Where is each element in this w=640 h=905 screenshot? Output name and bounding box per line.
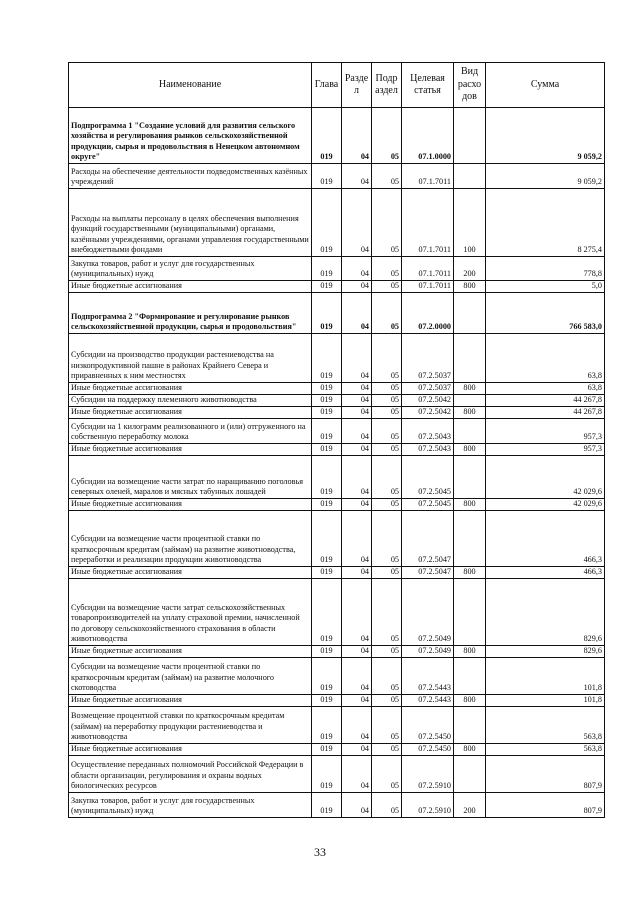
row-razdel: 04 (342, 407, 372, 419)
row-glava: 019 (312, 383, 342, 395)
row-sum: 766 583,0 (486, 293, 605, 334)
table-row (69, 658, 605, 695)
row-name: Иные бюджетные ассигнования (69, 695, 312, 707)
row-vid (454, 419, 486, 444)
row-razdel: 04 (342, 164, 372, 189)
table-row (69, 567, 605, 579)
row-podrazdel: 05 (372, 793, 402, 818)
row-name: Иные бюджетные ассигнования (69, 646, 312, 658)
row-podrazdel: 05 (372, 419, 402, 444)
table-row (69, 695, 605, 707)
row-glava: 019 (312, 419, 342, 444)
row-name: Субсидии на возмещение части процентной ставки по краткосрочным кредитам (займам) на развитие животноводства, переработки и реализации продукции животноводства (69, 511, 312, 567)
row-glava: 019 (312, 511, 342, 567)
table-row (69, 744, 605, 756)
header-name: Наименование (69, 63, 312, 108)
row-sum: 63,8 (486, 334, 605, 383)
row-razdel: 04 (342, 646, 372, 658)
row-glava: 019 (312, 293, 342, 334)
table-row (69, 646, 605, 658)
table-row (69, 293, 605, 334)
table-row (69, 108, 605, 164)
row-glava: 019 (312, 395, 342, 407)
row-name: Расходы на обеспечение деятельности подведомственных казённых учреждений (69, 164, 312, 189)
table-row (69, 756, 605, 793)
row-sum: 9 059,2 (486, 108, 605, 164)
row-razdel: 04 (342, 108, 372, 164)
table-row (69, 793, 605, 818)
table-row (69, 281, 605, 293)
row-razdel: 04 (342, 189, 372, 257)
row-podrazdel: 05 (372, 407, 402, 419)
row-vid: 200 (454, 793, 486, 818)
row-glava: 019 (312, 695, 342, 707)
row-podrazdel: 05 (372, 189, 402, 257)
row-name: Иные бюджетные ассигнования (69, 383, 312, 395)
row-vid: 800 (454, 646, 486, 658)
row-vid: 800 (454, 499, 486, 511)
row-glava: 019 (312, 189, 342, 257)
row-target: 07.2.5045 (402, 456, 454, 499)
row-razdel: 04 (342, 744, 372, 756)
table-row (69, 456, 605, 499)
row-podrazdel: 05 (372, 456, 402, 499)
row-name: Иные бюджетные ассигнования (69, 444, 312, 456)
row-sum: 42 029,6 (486, 456, 605, 499)
row-podrazdel: 05 (372, 658, 402, 695)
row-podrazdel: 05 (372, 334, 402, 383)
row-sum: 101,8 (486, 658, 605, 695)
row-vid: 800 (454, 567, 486, 579)
row-razdel: 04 (342, 756, 372, 793)
row-target: 07.2.5910 (402, 756, 454, 793)
row-target: 07.2.5450 (402, 744, 454, 756)
row-glava: 019 (312, 756, 342, 793)
row-name: Возмещение процентной ставки по краткосрочным кредитам (займам) на переработку продукции растениеводства и животноводства (69, 707, 312, 744)
row-name: Закупка товаров, работ и услуг для государственных (муниципальных) нужд (69, 257, 312, 281)
row-sum: 9 059,2 (486, 164, 605, 189)
row-target: 07.1.0000 (402, 108, 454, 164)
row-vid (454, 395, 486, 407)
row-podrazdel: 05 (372, 281, 402, 293)
row-vid: 100 (454, 189, 486, 257)
table-row (69, 407, 605, 419)
row-name: Иные бюджетные ассигнования (69, 281, 312, 293)
row-target: 07.2.5047 (402, 567, 454, 579)
row-razdel: 04 (342, 419, 372, 444)
row-glava: 019 (312, 744, 342, 756)
row-target: 07.2.5443 (402, 695, 454, 707)
row-podrazdel: 05 (372, 707, 402, 744)
row-razdel: 04 (342, 579, 372, 646)
row-vid (454, 511, 486, 567)
table-row (69, 419, 605, 444)
row-sum: 829,6 (486, 646, 605, 658)
row-sum: 101,8 (486, 695, 605, 707)
header-glava: Глава (312, 63, 342, 108)
table-row (69, 511, 605, 567)
budget-table (68, 62, 605, 818)
row-name: Субсидии на поддержку племенного животноводства (69, 395, 312, 407)
row-razdel: 04 (342, 395, 372, 407)
row-sum: 957,3 (486, 444, 605, 456)
row-vid: 800 (454, 407, 486, 419)
row-razdel: 04 (342, 293, 372, 334)
row-glava: 019 (312, 444, 342, 456)
row-glava: 019 (312, 499, 342, 511)
row-name: Осуществление переданных полномочий Российской Федерации в области организации, регулирования и охраны водных биологических ресурсов (69, 756, 312, 793)
row-target: 07.2.5042 (402, 407, 454, 419)
row-podrazdel: 05 (372, 695, 402, 707)
row-podrazdel: 05 (372, 756, 402, 793)
row-podrazdel: 05 (372, 257, 402, 281)
row-vid (454, 293, 486, 334)
header-target: Целевая статья (402, 63, 454, 108)
row-podrazdel: 05 (372, 511, 402, 567)
row-vid (454, 334, 486, 383)
row-podrazdel: 05 (372, 444, 402, 456)
row-razdel: 04 (342, 383, 372, 395)
row-podrazdel: 05 (372, 293, 402, 334)
row-sum: 63,8 (486, 383, 605, 395)
row-vid (454, 579, 486, 646)
row-target: 07.1.7011 (402, 257, 454, 281)
row-name: Субсидии на производство продукции растениеводства на низкопродуктивной пашне в районах Крайнего Севера и приравненных к ним местностях (69, 334, 312, 383)
row-vid: 800 (454, 281, 486, 293)
row-glava: 019 (312, 164, 342, 189)
row-razdel: 04 (342, 444, 372, 456)
row-target: 07.2.5443 (402, 658, 454, 695)
table-header-row (69, 63, 605, 108)
row-target: 07.2.5049 (402, 579, 454, 646)
row-target: 07.2.5450 (402, 707, 454, 744)
row-name: Подпрограмма 2 "Формирование и регулирование рынков сельскохозяйственной продукции, сырья и продовольствия" (69, 293, 312, 334)
row-razdel: 04 (342, 281, 372, 293)
row-vid (454, 456, 486, 499)
row-target: 07.1.7011 (402, 164, 454, 189)
row-glava: 019 (312, 658, 342, 695)
row-vid (454, 707, 486, 744)
row-sum: 957,3 (486, 419, 605, 444)
row-podrazdel: 05 (372, 646, 402, 658)
row-glava: 019 (312, 334, 342, 383)
row-target: 07.2.5043 (402, 444, 454, 456)
row-target: 07.1.7011 (402, 281, 454, 293)
header-sum: Сумма (486, 63, 605, 108)
row-sum: 563,8 (486, 707, 605, 744)
row-name: Расходы на выплаты персоналу в целях обеспечения выполнения функций государственными (муниципальными) органами, казёнными учреждениями, органами управления государственными внебюджетными фондами (69, 189, 312, 257)
row-vid (454, 756, 486, 793)
row-glava: 019 (312, 257, 342, 281)
row-sum: 778,8 (486, 257, 605, 281)
row-podrazdel: 05 (372, 108, 402, 164)
row-target: 07.2.5045 (402, 499, 454, 511)
header-razdel: Разде л (342, 63, 372, 108)
row-razdel: 04 (342, 257, 372, 281)
row-razdel: 04 (342, 334, 372, 383)
row-sum: 807,9 (486, 756, 605, 793)
row-glava: 019 (312, 646, 342, 658)
row-name: Иные бюджетные ассигнования (69, 567, 312, 579)
row-name: Субсидии на возмещение части затрат сельскохозяйственных товаропроизводителей на уплату страховой премии, начисленной по договору сельскохозяйственного страхования в области животноводства (69, 579, 312, 646)
row-target: 07.2.5037 (402, 383, 454, 395)
row-vid: 800 (454, 383, 486, 395)
table-row (69, 579, 605, 646)
row-razdel: 04 (342, 511, 372, 567)
row-razdel: 04 (342, 695, 372, 707)
row-sum: 42 029,6 (486, 499, 605, 511)
row-target: 07.2.5037 (402, 334, 454, 383)
row-sum: 5,0 (486, 281, 605, 293)
row-vid (454, 658, 486, 695)
row-name: Субсидии на возмещение части затрат по наращиванию поголовья северных оленей, маралов и мясных табунных лошадей (69, 456, 312, 499)
row-razdel: 04 (342, 793, 372, 818)
row-sum: 44 267,8 (486, 407, 605, 419)
row-glava: 019 (312, 108, 342, 164)
table-row (69, 383, 605, 395)
row-sum: 8 275,4 (486, 189, 605, 257)
row-razdel: 04 (342, 456, 372, 499)
row-razdel: 04 (342, 707, 372, 744)
row-podrazdel: 05 (372, 395, 402, 407)
table-row (69, 499, 605, 511)
row-sum: 563,8 (486, 744, 605, 756)
row-glava: 019 (312, 567, 342, 579)
row-target: 07.2.5049 (402, 646, 454, 658)
row-target: 07.1.7011 (402, 189, 454, 257)
row-sum: 807,9 (486, 793, 605, 818)
table-row (69, 189, 605, 257)
row-sum: 466,3 (486, 567, 605, 579)
header-podrazdel: Подр аздел (372, 63, 402, 108)
table-row (69, 257, 605, 281)
row-target: 07.2.5910 (402, 793, 454, 818)
row-name: Иные бюджетные ассигнования (69, 499, 312, 511)
row-glava: 019 (312, 793, 342, 818)
row-target: 07.2.5043 (402, 419, 454, 444)
row-name: Закупка товаров, работ и услуг для государственных (муниципальных) нужд (69, 793, 312, 818)
page-number: 33 (314, 845, 326, 859)
row-glava: 019 (312, 407, 342, 419)
table-row (69, 707, 605, 744)
row-razdel: 04 (342, 658, 372, 695)
row-sum: 466,3 (486, 511, 605, 567)
row-podrazdel: 05 (372, 383, 402, 395)
row-podrazdel: 05 (372, 164, 402, 189)
row-podrazdel: 05 (372, 499, 402, 511)
table-row (69, 164, 605, 189)
row-target: 07.2.5047 (402, 511, 454, 567)
row-vid (454, 108, 486, 164)
row-glava: 019 (312, 281, 342, 293)
row-name: Подпрограмма 1 "Создание условий для развития сельского хозяйства и регулирования рынков сельскохозяйственной продукции, сырья и продовольствия в Ненецком автономном округе" (69, 108, 312, 164)
row-name: Субсидии на возмещение части процентной ставки по краткосрочным кредитам (займам) на развитие молочного скотоводства (69, 658, 312, 695)
header-vid: Вид расхо дов (454, 63, 486, 108)
row-vid: 200 (454, 257, 486, 281)
table-row (69, 395, 605, 407)
row-podrazdel: 05 (372, 567, 402, 579)
row-sum: 44 267,8 (486, 395, 605, 407)
row-vid: 800 (454, 695, 486, 707)
row-vid: 800 (454, 744, 486, 756)
row-name: Иные бюджетные ассигнования (69, 744, 312, 756)
row-vid: 800 (454, 444, 486, 456)
row-glava: 019 (312, 707, 342, 744)
row-podrazdel: 05 (372, 579, 402, 646)
row-podrazdel: 05 (372, 744, 402, 756)
row-name: Субсидии на 1 килограмм реализованного и (или) отгруженного на собственную переработку молока (69, 419, 312, 444)
row-sum: 829,6 (486, 579, 605, 646)
row-glava: 019 (312, 456, 342, 499)
table-row (69, 444, 605, 456)
table-row (69, 334, 605, 383)
row-razdel: 04 (342, 567, 372, 579)
row-name: Иные бюджетные ассигнования (69, 407, 312, 419)
row-vid (454, 164, 486, 189)
row-target: 07.2.0000 (402, 293, 454, 334)
row-razdel: 04 (342, 499, 372, 511)
row-glava: 019 (312, 579, 342, 646)
row-target: 07.2.5042 (402, 395, 454, 407)
